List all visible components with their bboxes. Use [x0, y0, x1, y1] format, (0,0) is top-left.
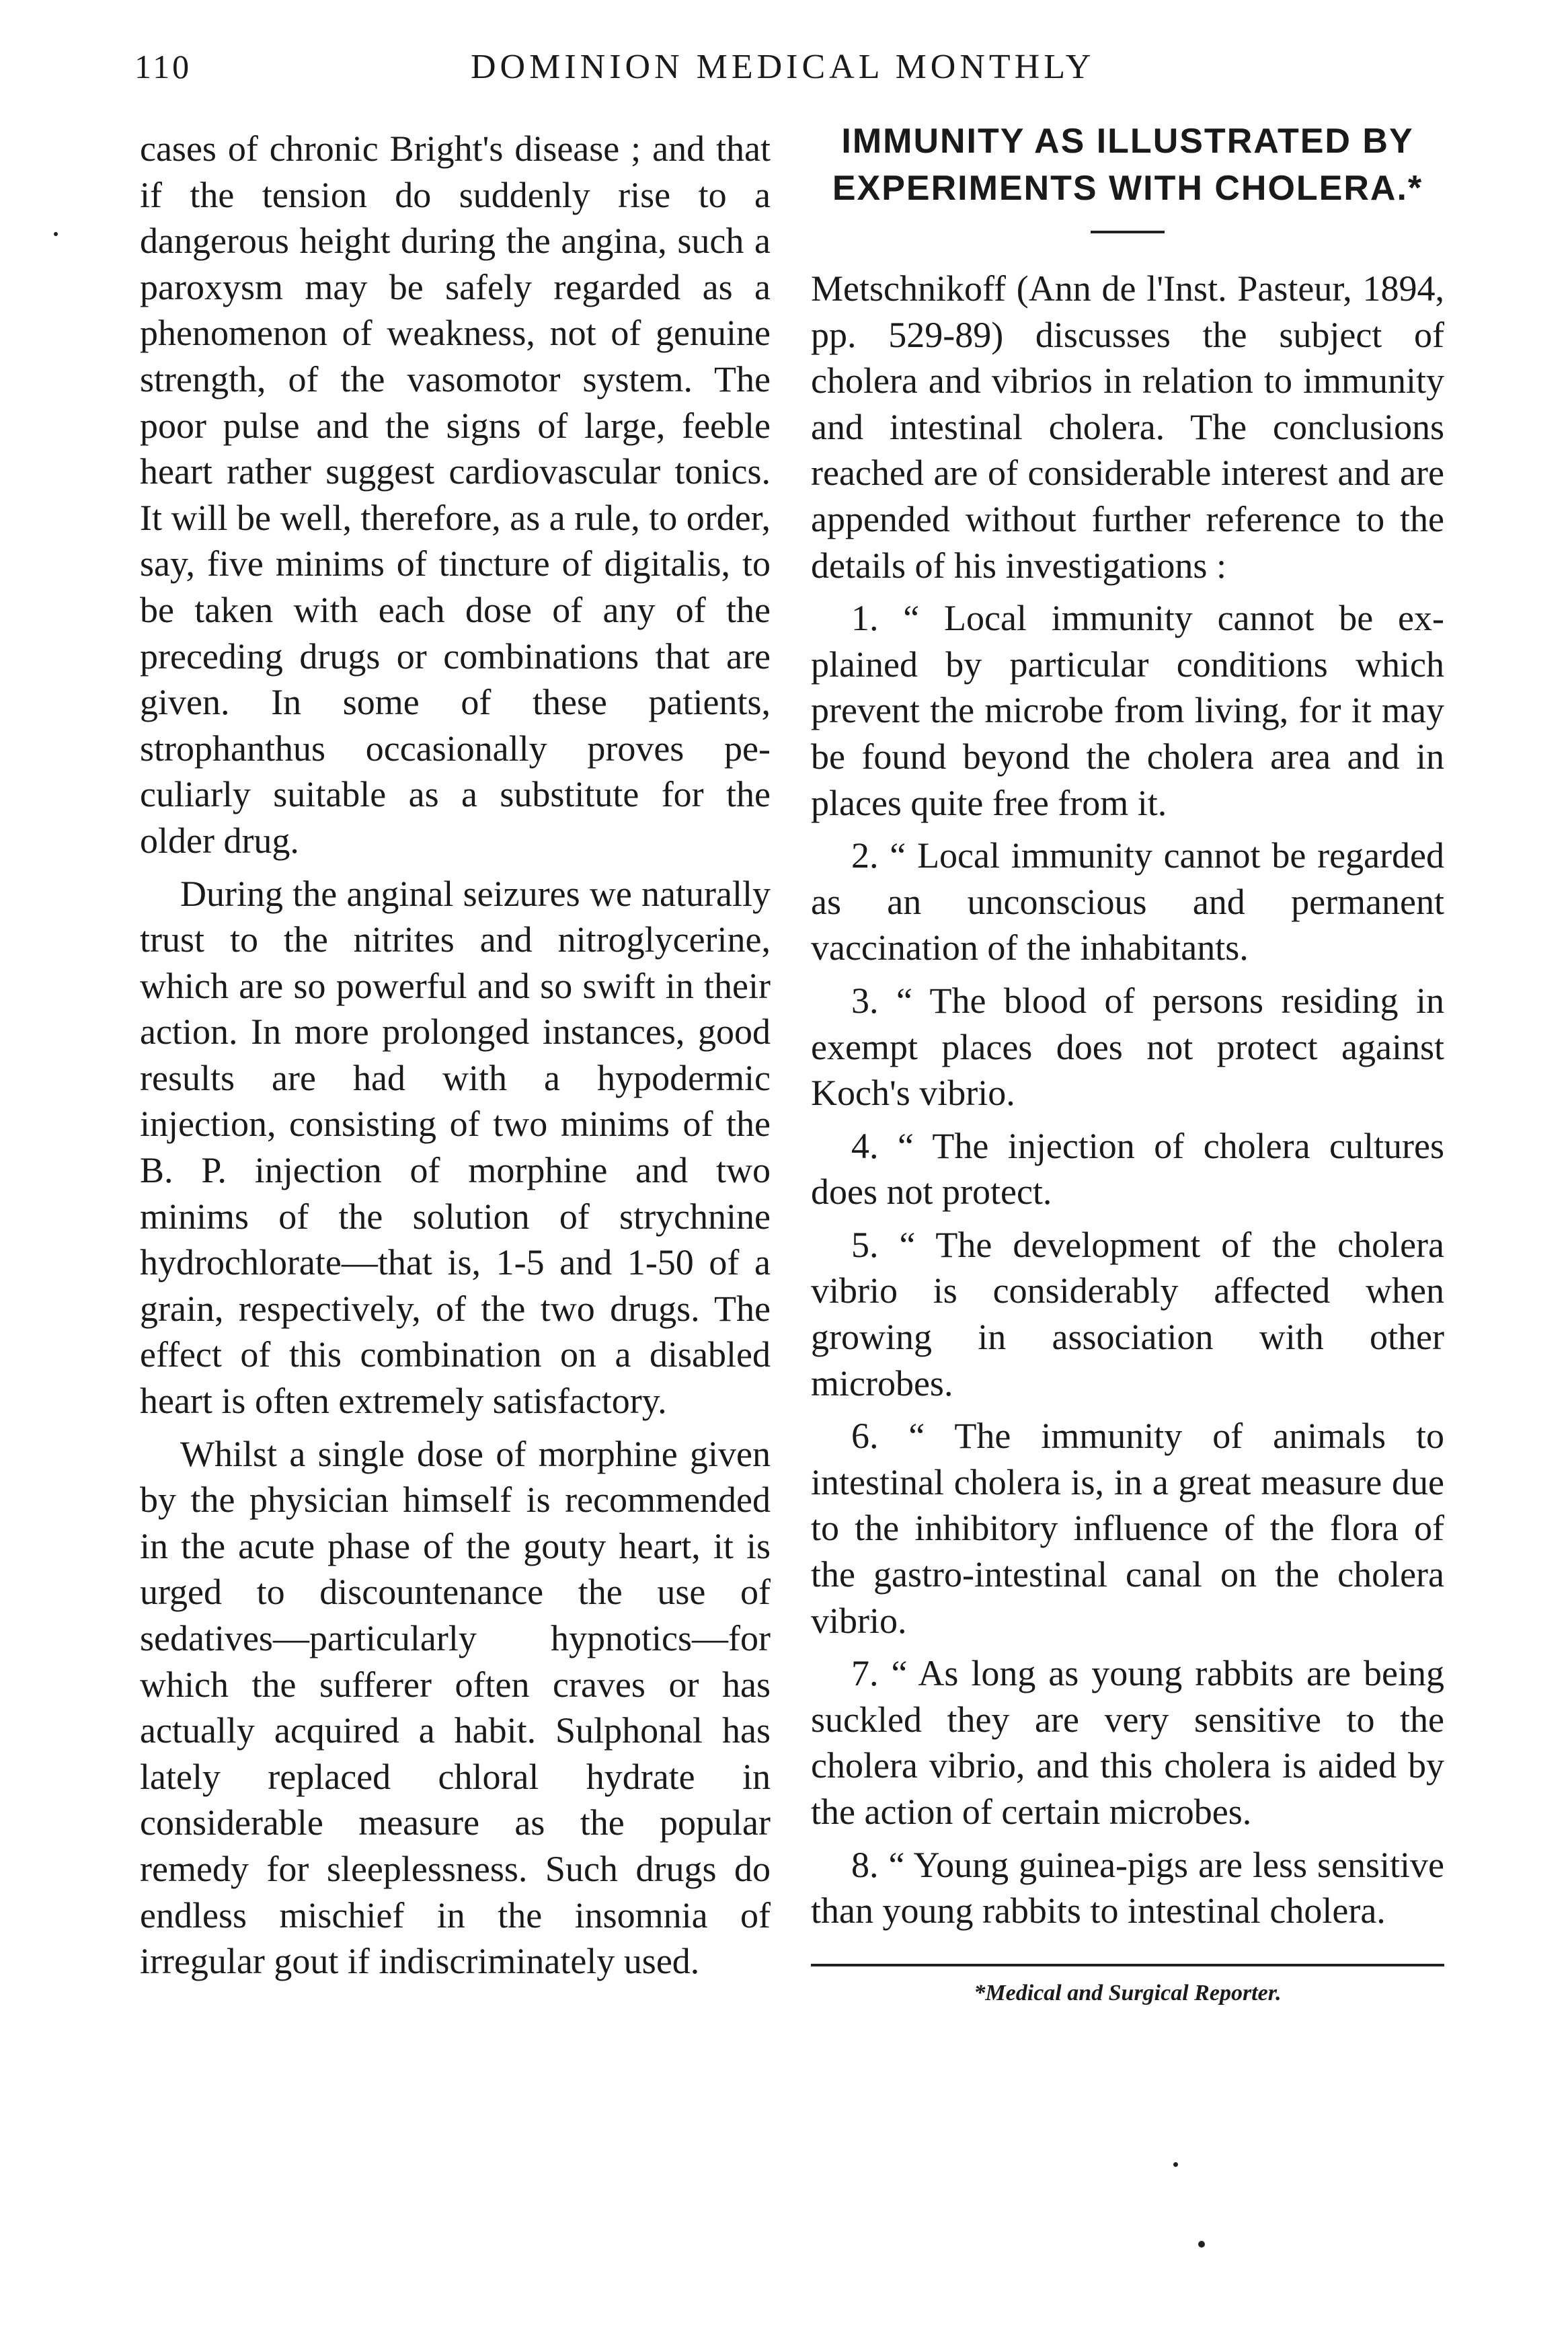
footnote-rule: [811, 1964, 1444, 1966]
left-column: [140, 126, 771, 1991]
right-column: [811, 118, 1444, 2007]
left-paragraph-1: cases of chronic Bright's disease ; and that if the tension do suddenly rise to a dangerous height during the angina, such a paroxysm may be safely regarded as a phenomenon of weakness, not of genuine strength, of the vasomotor system. The poor pulse and the signs of large, feeble heart rather suggest cardiovascular tonics. It will be well, therefore, as a rule, to order, say, five minims of tincture of digitalis, to be taken with each dose of any of the preceding drugs or combinations that are given. In some of these patients, strophanthus occasionally proves peculiarly suitable as a substitute for the older drug.: [140, 128, 771, 861]
conclusion-item-6: 6. “ The immunity of animals to intestinal cholera is, in a great measure due to the inhibitory influence of the flora of the gastro-intestinal canal on the cholera vibrio.: [811, 1416, 1444, 1641]
conclusion-item-2: 2. “ Local immunity cannot be regarded as an unconscious and permanent vaccination of the inhabitants.: [811, 835, 1444, 968]
conclusion-item-4: 4. “ The injection of cholera cultures does not protect.: [811, 1125, 1444, 1213]
footnote: *Medical and Surgical Reporter.: [974, 1980, 1282, 2005]
ink-speck: [1198, 2241, 1205, 2248]
running-head: DOMINION MEDICAL MONTHLY: [471, 48, 1095, 86]
ink-speck: [54, 232, 58, 236]
conclusion-item-3: 3. “ The blood of persons residing in exempt places does not protect against Koch's vibrio.: [811, 980, 1444, 1114]
conclusion-item-7: 7. “ As long as young rabbits are being suckled they are very sensitive to the cholera vibrio, and this cholera is aided by the action of certain microbes.: [811, 1653, 1444, 1832]
left-paragraph-2: During the anginal seizures we naturally trust to the nitrites and nitroglycerine, which are so powerful and so swift in their action. In more prolonged instances, good results are had with a hypodermic injection, consisting of two minims of the B. P. injection of morphine and two minims of the solution of strychnine hydrochlorate—that is, 1-5 and 1-50 of a grain, respectively, of the two drugs. The effect of this combination on a disabled heart is often extremely satisfactory.: [140, 873, 771, 1422]
article-intro: Metschnikoff (Ann de l'Inst. Pasteur, 1894, pp. 529-89) discusses the subject of cholera and vibrios in relation to immunity and intestinal cholera. The conclusions reached are of considerable interest and are appended without further reference to the details of his investigations :: [811, 268, 1444, 586]
page-number: 110: [134, 48, 192, 85]
conclusion-item-1: 1. “ Local immunity cannot be explained by particular conditions which prevent the microbe from living, for it may be found beyond the cholera area and in places quite free from it.: [811, 598, 1444, 823]
ink-speck: [1173, 2162, 1178, 2167]
article-title: IMMUNITY AS ILLUSTRATED BY EXPERIMENTS WITH CHOLERA.*: [832, 122, 1423, 208]
left-paragraph-3: Whilst a single dose of morphine given by the physician himself is recommended in the acute phase of the gouty heart, it is urged to discountenance the use of sedatives—particularly hypnotics—for which the sufferer often craves or has actually acquired a habit. Sulphonal has lately replaced chloral hydrate in considerable measure as the popular remedy for sleeplessness. Such drugs do endless mischief in the insomnia of irregular gout if indiscriminately used.: [140, 1433, 771, 1982]
conclusion-item-5: 5. “ The development of the cholera vibrio is considerably affected when growing in association with other microbes.: [811, 1224, 1444, 1404]
conclusion-item-8: 8. “ Young guinea-pigs are less sensitive than young rabbits to intestinal cholera.: [811, 1844, 1444, 1931]
title-rule: [1091, 231, 1165, 233]
page-header: [134, 47, 1452, 101]
